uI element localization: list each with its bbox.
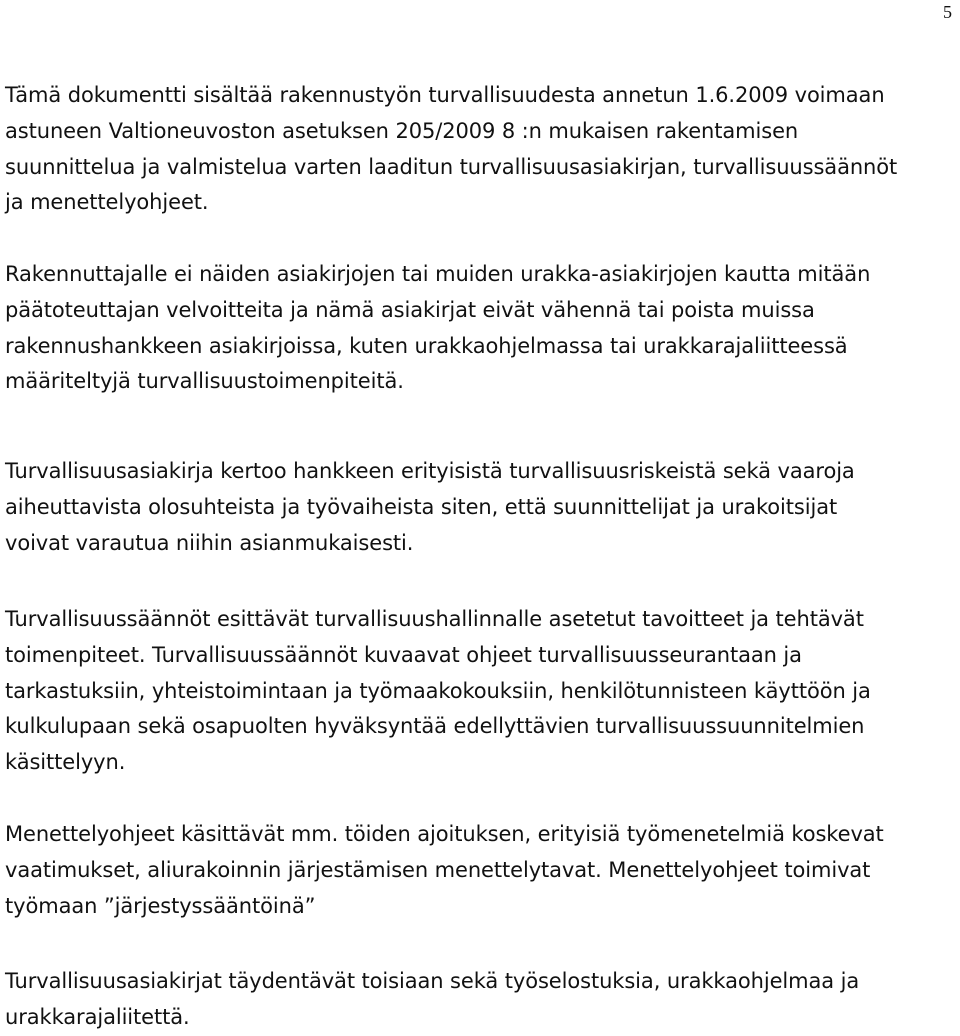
safety-document-paragraph: Turvallisuusasiakirja kertoo hankkeen erityisistä turvallisuusriskeistä sekä vaaroja aiheuttavista olosuhteista ja työvaiheista siten, että suunnittelijat ja urakoitsijat voivat varautua niihin asianmukaisesti.	[5, 459, 855, 555]
safety-rules-paragraph: Turvallisuussäännöt esittävät turvallisuushallinnalle asetetut tavoitteet ja tehtävät toimenpiteet. Turvallisuussäännöt kuvaavat ohjeet turvallisuusseurantaan ja tarkastuksiin, yhteistoimintaan ja työmaakokouksiin, henkilötunnisteen käyttöön ja kulkulupaan sekä osapuolten hyväksyntää edellyttävien turvallisuussuunnitelmien käsittelyyn.	[5, 607, 871, 775]
intro-paragraph: Tämä dokumentti sisältää rakennustyön turvallisuudesta annetun 1.6.2009 voimaan astuneen Valtioneuvoston asetuksen 205/2009 8 :n mukaisen rakentamisen suunnittelua ja valmistelua varten laaditun turvallisuusasiakirjan, turvallisuussäännöt ja menettelyohjeet.	[5, 83, 898, 215]
page-number: 5	[943, 2, 952, 22]
procedures-paragraph: Menettelyohjeet käsittävät mm. töiden ajoituksen, erityisiä työmenetelmiä koskevat vaatimukset, aliurakoinnin järjestämisen menettelytavat. Menettelyohjeet toimivat työmaan ”järjestyssääntöinä”	[5, 822, 884, 918]
complementary-documents-paragraph: Turvallisuusasiakirjat täydentävät toisiaan sekä työselostuksia, urakkaohjelmaa ja urakkarajaliitettä.	[5, 969, 860, 1029]
client-obligations-paragraph: Rakennuttajalle ei näiden asiakirjojen tai muiden urakka-asiakirjojen kautta mitään päätoteuttajan velvoitteita ja nämä asiakirjat eivät vähennä tai poista muissa rakennushankkeen asiakirjoissa, kuten urakkaohjelmassa tai urakkarajaliitteessä määriteltyjä turvallisuustoimenpiteitä.	[5, 262, 871, 394]
